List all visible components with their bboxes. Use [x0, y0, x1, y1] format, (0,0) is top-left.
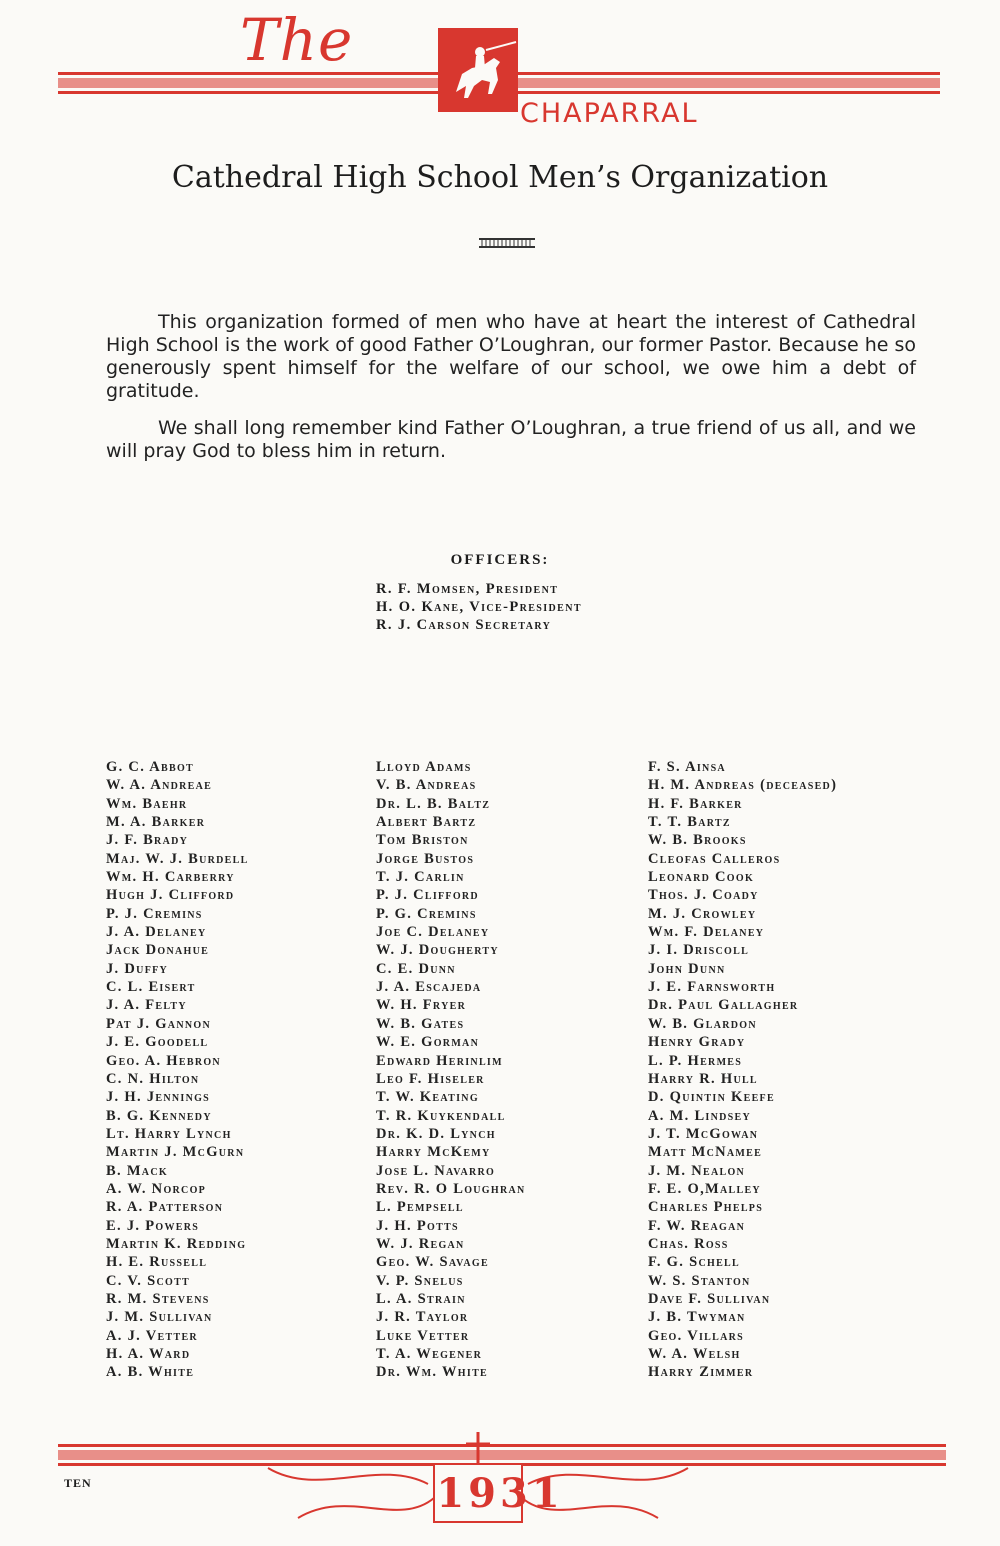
member-name: F. W. Reagan: [648, 1217, 746, 1234]
officer-president: R. F. Momsen, President: [376, 581, 559, 597]
title-ornament-rule: [479, 238, 535, 248]
member-name: J. F. Brady: [106, 832, 189, 849]
member-name: L. A. Strain: [376, 1290, 466, 1307]
officer-vice-president: H. O. Kane, Vice-President: [376, 599, 582, 615]
member-name: C. V. Scott: [106, 1272, 191, 1289]
member-name: G. C. Abbot: [106, 759, 195, 775]
member-name: Jorge Bustos: [376, 850, 475, 867]
officers-list: [376, 580, 582, 634]
member-name: B. G. Kennedy: [106, 1107, 212, 1124]
member-name: W. B. Brooks: [648, 832, 747, 849]
member-name: Jose L. Navarro: [376, 1162, 496, 1179]
member-name: W. S. Stanton: [648, 1272, 751, 1289]
member-name: J. A. Escajeda: [376, 979, 482, 996]
footer-year: 1931: [436, 1470, 564, 1517]
member-name: Harry McKemy: [376, 1144, 491, 1161]
member-name: W. E. Gorman: [376, 1034, 480, 1051]
member-name: J. H. Potts: [376, 1217, 459, 1234]
member-name: V. P. Snelus: [376, 1272, 464, 1289]
member-name: Luke Vetter: [376, 1327, 470, 1344]
member-name: J. R. Taylor: [376, 1309, 469, 1326]
member-name: Harry R. Hull: [648, 1070, 758, 1087]
member-name: J. E. Goodell: [106, 1034, 209, 1051]
officer-secretary: R. J. Carson Secretary: [376, 617, 552, 633]
member-name: Cleofas Calleros: [648, 850, 781, 867]
member-name: H. M. Andreas (deceased): [648, 777, 838, 794]
member-name: A. J. Vetter: [106, 1327, 198, 1344]
member-name: W. J. Dougherty: [376, 942, 499, 959]
member-name: Geo. Villars: [648, 1327, 745, 1344]
member-name: V. B. Andreas: [376, 777, 477, 794]
member-name: Thos. J. Coady: [648, 887, 759, 904]
member-name: Henry Grady: [648, 1034, 746, 1051]
member-name: L. P. Hermes: [648, 1052, 743, 1069]
member-name: T. A. Wegener: [376, 1346, 483, 1362]
member-name: E. J. Powers: [106, 1217, 200, 1234]
member-name: T. T. Bartz: [648, 814, 731, 831]
member-name: Dr. Paul Gallagher: [648, 997, 799, 1014]
members-column-1: [106, 758, 249, 1382]
member-name: C. N. Hilton: [106, 1070, 200, 1087]
member-name: Lloyd Adams: [376, 759, 472, 775]
member-name: Charles Phelps: [648, 1199, 764, 1216]
member-name: Matt McNamee: [648, 1144, 763, 1161]
member-name: Geo. A. Hebron: [106, 1052, 221, 1069]
member-name: T. W. Keating: [376, 1089, 479, 1106]
member-name: Rev. R. O Loughran: [376, 1180, 526, 1197]
member-name: J. H. Jennings: [106, 1089, 211, 1106]
member-name: Martin K. Redding: [106, 1235, 247, 1252]
member-name: H. A. Ward: [106, 1346, 191, 1362]
member-name: F. S. Ainsa: [648, 759, 726, 775]
member-name: Wm. Baehr: [106, 795, 188, 812]
member-name: J. I. Driscoll: [648, 942, 750, 959]
member-name: P. J. Clifford: [376, 887, 479, 904]
member-name: Lt. Harry Lynch: [106, 1125, 232, 1142]
members-column-2: [376, 758, 526, 1382]
member-name: Dr. Wm. White: [376, 1364, 489, 1381]
member-name: Chas. Ross: [648, 1235, 729, 1252]
member-name: H. E. Russell: [106, 1254, 208, 1271]
member-name: J. A. Felty: [106, 997, 187, 1014]
member-name: Dr. K. D. Lynch: [376, 1125, 496, 1142]
member-name: Tom Briston: [376, 832, 469, 849]
member-name: Leonard Cook: [648, 869, 755, 886]
member-name: J. A. Delaney: [106, 924, 207, 941]
member-name: F. E. O,Malley: [648, 1180, 761, 1197]
member-name: M. A. Barker: [106, 814, 206, 831]
header-script-word: The: [240, 6, 354, 74]
member-name: R. A. Patterson: [106, 1199, 224, 1216]
member-name: M. J. Crowley: [648, 905, 757, 922]
member-name: J. M. Nealon: [648, 1162, 746, 1179]
header-brand-name: CHAPARRAL: [520, 98, 699, 129]
member-name: Leo F. Hiseler: [376, 1070, 485, 1087]
member-name: Jack Donahue: [106, 942, 210, 959]
member-name: Dr. L. B. Baltz: [376, 795, 491, 812]
member-name: R. M. Stevens: [106, 1290, 210, 1307]
horse-rider-logo-icon: [438, 28, 518, 112]
member-name: Pat J. Gannon: [106, 1015, 211, 1032]
page-title: Cathedral High School Men’s Organization: [171, 160, 829, 195]
member-name: W. A. Andreae: [106, 777, 213, 794]
member-name: W. H. Fryer: [376, 997, 467, 1014]
member-name: W. B. Gates: [376, 1015, 465, 1032]
member-name: P. G. Cremins: [376, 905, 477, 922]
member-name: J. T. McGowan: [648, 1125, 759, 1142]
member-name: Wm. H. Carberry: [106, 869, 235, 886]
member-name: Martin J. McGurn: [106, 1144, 245, 1161]
member-name: A. M. Lindsey: [648, 1107, 752, 1124]
member-name: Maj. W. J. Burdell: [106, 850, 249, 867]
member-name: P. J. Cremins: [106, 905, 203, 922]
member-name: A. W. Norcop: [106, 1180, 207, 1197]
member-name: J. B. Twyman: [648, 1309, 746, 1326]
member-name: Wm. F. Delaney: [648, 924, 765, 941]
intro-paragraph: This organization formed of men who have at heart the interest of Cathedral High School is the work of good Father O’Loughran, our former Pastor. Because he so generously spent himself for the welfare of our school, we owe him a debt of gratitude.: [106, 311, 916, 402]
member-name: W. B. Glardon: [648, 1015, 757, 1032]
member-name: Geo. W. Savage: [376, 1254, 489, 1271]
member-name: Edward Herinlim: [376, 1052, 503, 1069]
member-name: John Dunn: [648, 960, 726, 977]
member-name: F. G. Schell: [648, 1254, 740, 1271]
member-name: J. Duffy: [106, 960, 169, 977]
member-name: L. Pempsell: [376, 1199, 464, 1216]
closing-paragraph: We shall long remember kind Father O’Loughran, a true friend of us all, and we will pray God to bless him in return.: [106, 417, 916, 462]
member-name: H. F. Barker: [648, 795, 743, 812]
page-number: TEN: [64, 1476, 92, 1490]
member-name: C. E. Dunn: [376, 960, 456, 977]
member-name: C. L. Eisert: [106, 979, 196, 996]
member-name: W. J. Regan: [376, 1235, 465, 1252]
member-name: T. J. Carlin: [376, 869, 465, 886]
officers-heading: OFFICERS:: [450, 552, 550, 568]
member-name: D. Quintin Keefe: [648, 1089, 775, 1106]
member-name: B. Mack: [106, 1162, 168, 1179]
member-name: Harry Zimmer: [648, 1364, 754, 1381]
member-name: Albert Bartz: [376, 814, 477, 831]
member-name: Hugh J. Clifford: [106, 887, 235, 904]
member-name: W. A. Welsh: [648, 1346, 741, 1362]
member-name: Joe C. Delaney: [376, 924, 490, 941]
member-name: J. M. Sullivan: [106, 1309, 213, 1326]
member-name: A. B. White: [106, 1364, 195, 1381]
member-name: J. E. Farnsworth: [648, 979, 776, 996]
member-name: Dave F. Sullivan: [648, 1290, 771, 1307]
member-name: T. R. Kuykendall: [376, 1107, 506, 1124]
members-column-3: [648, 758, 837, 1382]
